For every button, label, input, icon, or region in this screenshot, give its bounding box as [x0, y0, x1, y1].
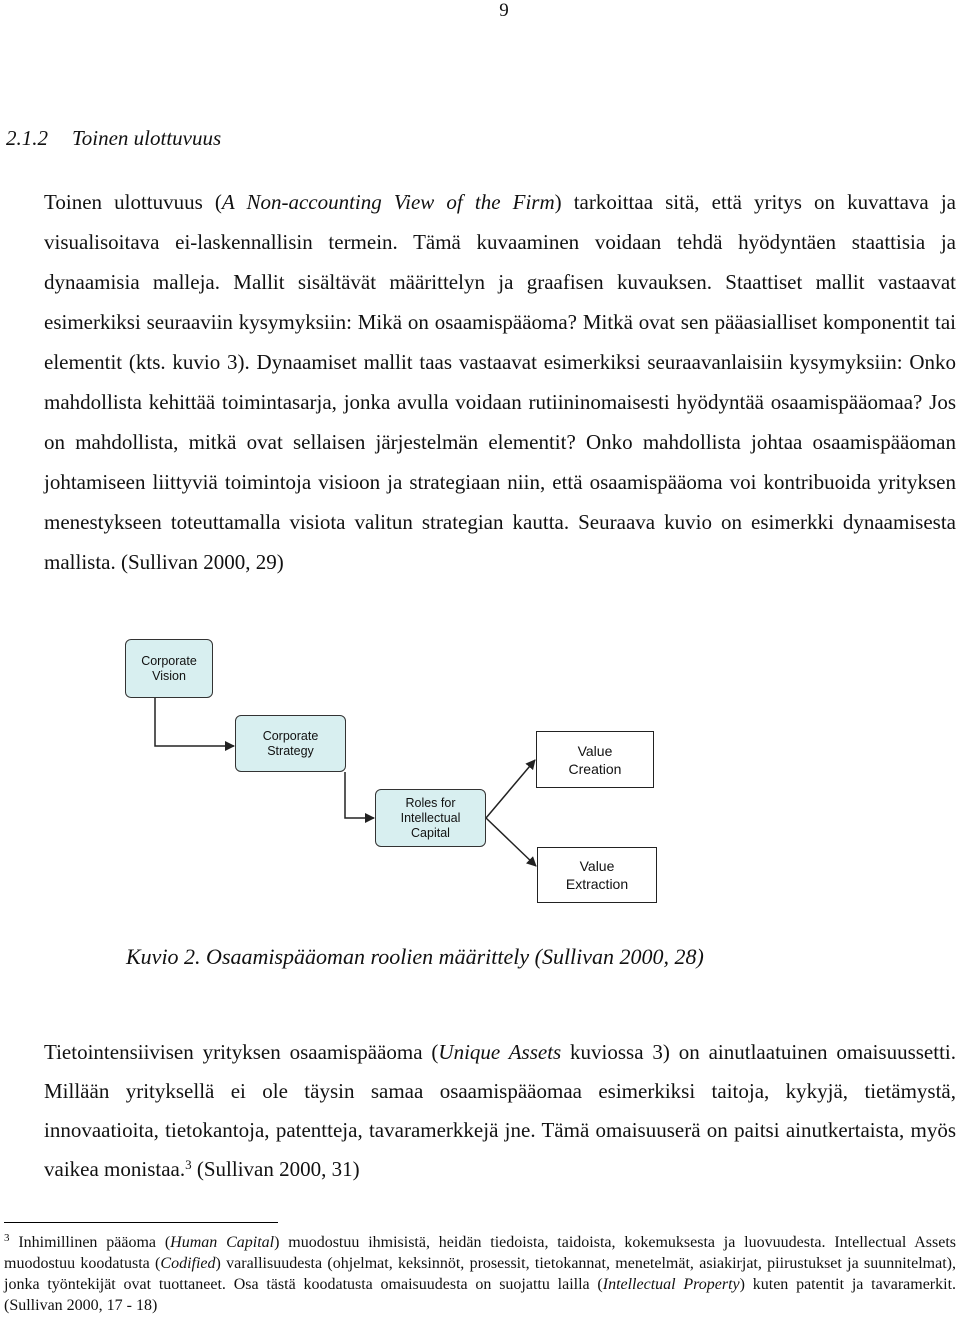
box-label: Corporate Vision	[141, 653, 197, 683]
italic-term: Intellectual Property	[602, 1276, 740, 1293]
figure-caption: Kuvio 2. Osaamispääoman roolien määrittely (Sullivan 2000, 28)	[126, 944, 704, 969]
paragraph-text: ) tarkoittaa sitä, että yritys on kuvattava ja visualisoitava ei-laskennallisin termein. Tämä kuvaaminen voidaan tehdä hyödyntäen staattisia ja dynaamisia malleja. Mallit sisältävät määrittelyn ja graafisen kuvauksen. Staattiset mallit vastaavat esimerkiksi seuraaviin kysymyksiin: Mikä on osaamispääoma? Mitkä ovat sen pääasialliset komponentit tai elementit (kts. kuvio 3). Dynaamiset mallit taas vastaavat esimerkiksi seuraavanlaisiin kysymyksiin: Onko mahdollista kehittää toimintasarja, jonka avulla voidaan rutiininomaisesti hyödyntää osaamispääomaa? Jos on mahdollista, mitkä ovat sellaisen järjestelmän elementit? Onko mahdollista johtaa osaamispääoman johtamiseen liittyviä toimintoja visioon ja strategiaan niin, että osaamispääoma voi kontribuoida yrityksen menestykseen toteuttamalla visiota valitun strategian kautta. Seuraava kuvio on esimerkki dynaamisesta mallista. (Sullivan 2000, 29)	[44, 190, 956, 574]
footnote-text: ) varallisuudesta (ohjelmat, keksinnöt, prosessit, tietokannat, menetelmät, asiakirjat, piirustukset ja suunnitelmat), jonka työntekijät ovat tuottaneet. Osa tästä koodatusta omaisuudesta on suojattu lailla (	[4, 1255, 956, 1293]
paragraph-text: (Sullivan 2000, 31)	[191, 1157, 360, 1181]
italic-term: Codified	[160, 1255, 216, 1272]
box-corporate-vision	[125, 639, 213, 698]
paragraph-text: Tietointensiivisen yrityksen osaamispääoma (	[44, 1040, 439, 1064]
connector-roles-extraction	[486, 818, 536, 866]
paragraph-text: Toinen ulottuvuus (	[44, 190, 222, 214]
section-heading	[6, 126, 221, 151]
section-number: 2.1.2	[6, 126, 48, 150]
footnote-text: ) kuten patentit ja tavaramerkit. (Sullivan 2000, 17 - 18)	[4, 1276, 957, 1314]
body-paragraph-1	[44, 182, 956, 582]
footnote-divider	[4, 1222, 278, 1223]
box-label: Roles for Intellectual Capital	[400, 795, 461, 840]
italic-term: Unique Assets	[438, 1040, 562, 1064]
footnote-marker: 3	[4, 1232, 10, 1244]
italic-term: Human Capital	[170, 1234, 275, 1251]
box-value-extraction	[537, 847, 657, 903]
paragraph-text: kuviossa 3) on ainutlaatuinen omaisuussetti. Millään yrityksellä ei ole täysin samaa osaamispääomaa esimerkiksi taitoja, kykyjä, tietämystä, innovaatioita, tietokantoja, patentteja, tavaramerkkejä jne. Tämä omaisuuserä on paitsi ainutkertaista, myös vaikea monistaa.	[44, 1040, 956, 1181]
connector-vision-strategy	[155, 698, 234, 746]
box-roles-intellectual-capital	[375, 789, 486, 847]
italic-term: A Non-accounting View of the Firm	[221, 190, 555, 214]
box-label: Value Creation	[568, 742, 622, 777]
body-paragraph-2	[44, 1033, 956, 1189]
box-label: Corporate Strategy	[262, 728, 319, 758]
footnote-text: Inhimillinen pääoma (	[9, 1234, 171, 1251]
connector-roles-creation	[486, 760, 535, 818]
connector-strategy-roles	[345, 772, 374, 818]
box-value-creation	[536, 731, 654, 788]
page-number: 9	[499, 0, 509, 21]
section-title: Toinen ulottuvuus	[72, 126, 222, 150]
footnote	[4, 1232, 956, 1316]
box-label: Value Extraction	[565, 858, 629, 892]
box-corporate-strategy	[235, 715, 346, 772]
footnote-text: ) muodostuu ihmisistä, heidän tiedoista, taidoista, kokemuksesta ja luovuudesta. Intellectual Assets muodostuu koodatusta (	[4, 1234, 957, 1272]
footnote-reference: 3	[185, 1157, 192, 1172]
